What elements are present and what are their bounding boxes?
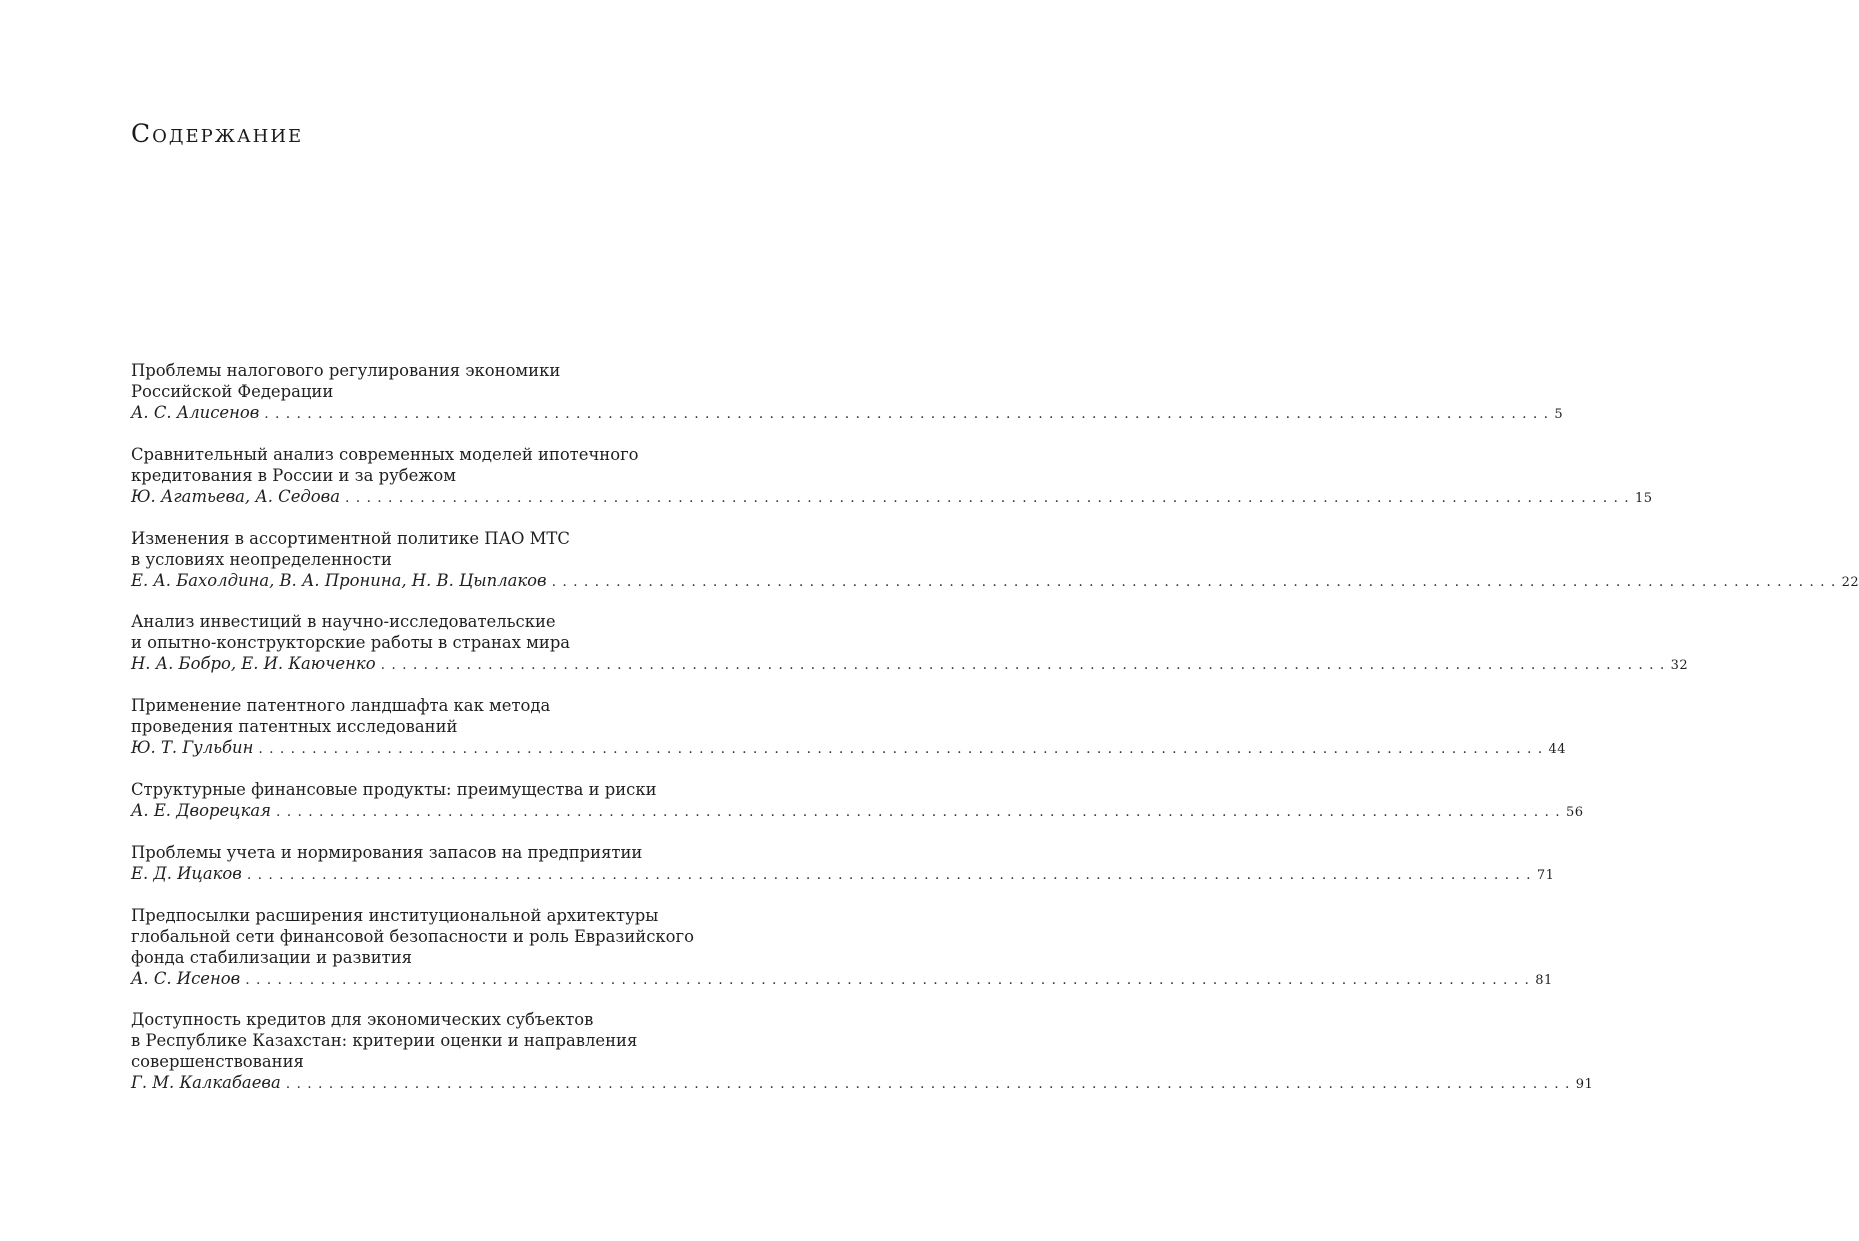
toc-entry[interactable] — [131, 1009, 1594, 1095]
entry-title-line: Применение патентного ландшафта как метода — [131, 696, 551, 715]
dot-leader: ........................................................................................................................ — [245, 972, 1536, 988]
entry-title-line: проведения патентных исследований — [131, 717, 458, 736]
entry-page-number: 91 — [1575, 1077, 1594, 1092]
entry-page-number: 5 — [1554, 407, 1564, 422]
entry-authors: Е. Д. Ицаков — [131, 864, 242, 883]
entry-title-line: в Республике Казахстан: критерии оценки и направления — [131, 1031, 638, 1050]
entry-title-line: Структурные финансовые продукты: преимущества и риски — [131, 780, 657, 799]
entry-author-row — [131, 402, 1564, 425]
entry-authors: Ю. Т. Гульбин — [131, 738, 254, 757]
toc-entry[interactable] — [131, 842, 1555, 886]
entry-author-row — [131, 653, 1689, 676]
toc-entry[interactable] — [131, 779, 1584, 823]
entry-page-number: 44 — [1548, 742, 1566, 757]
entry-title-line: совершенствования — [131, 1052, 304, 1071]
entry-author-row — [131, 486, 1653, 509]
toc-entry[interactable] — [131, 695, 1566, 760]
entry-authors: Е. А. Бахолдина, В. А. Пронина, Н. В. Цыплаков — [131, 571, 547, 590]
entry-page-number: 32 — [1670, 658, 1689, 673]
entry-author-row — [131, 737, 1566, 760]
entry-title-line: в условиях неопределенности — [131, 550, 392, 569]
entry-authors: Ю. Агатьева, А. Седова — [131, 487, 340, 506]
entry-page-number: 56 — [1566, 805, 1584, 820]
dot-leader: ........................................................................................................................ — [258, 741, 1549, 757]
dot-leader: ........................................................................................................................ — [345, 490, 1636, 506]
dot-leader: ........................................................................................................................ — [551, 574, 1842, 590]
dot-leader: ........................................................................................................................ — [276, 804, 1567, 820]
entry-title-line: Предпосылки расширения институциональной архитектуры — [131, 906, 659, 925]
entry-title-line: Доступность кредитов для экономических субъектов — [131, 1010, 594, 1029]
entry-page-number: 15 — [1635, 491, 1653, 506]
toc-entry[interactable] — [131, 444, 1653, 509]
dot-leader: ........................................................................................................................ — [264, 406, 1555, 422]
entry-page-number: 81 — [1535, 973, 1553, 988]
entry-title-line: Проблемы учета и нормирования запасов на предприятии — [131, 843, 643, 862]
entry-authors: Г. М. Калкабаева — [131, 1073, 281, 1092]
toc-entry[interactable] — [131, 905, 1553, 991]
entry-title-line: Анализ инвестиций в научно-исследовательские — [131, 612, 556, 631]
dot-leader: ........................................................................................................................ — [285, 1076, 1576, 1092]
entry-page-number: 22 — [1841, 575, 1859, 590]
entry-authors: А. С. Алисенов — [131, 403, 260, 422]
entry-author-row — [131, 570, 1859, 593]
entry-title-line: Российской Федерации — [131, 382, 334, 401]
entry-title-line: кредитования в России и за рубежом — [131, 466, 456, 485]
page-title: Содержание — [131, 119, 304, 148]
entry-authors: Н. А. Бобро, Е. И. Каюченко — [131, 654, 376, 673]
dot-leader: ........................................................................................................................ — [380, 657, 1671, 673]
entry-title-line: Проблемы налогового регулирования экономики — [131, 361, 561, 380]
entry-page-number: 71 — [1536, 868, 1555, 883]
entry-authors: А. С. Исенов — [131, 969, 241, 988]
entry-author-row — [131, 968, 1553, 991]
toc-entry[interactable] — [131, 611, 1689, 676]
entry-title-line: и опытно-конструкторские работы в странах мира — [131, 633, 571, 652]
entry-title-line: Изменения в ассортиментной политике ПАО МТС — [131, 529, 570, 548]
entry-title-line: глобальной сети финансовой безопасности и роль Евразийского — [131, 927, 694, 946]
entry-author-row — [131, 863, 1555, 886]
entry-title-line: Сравнительный анализ современных моделей ипотечного — [131, 445, 639, 464]
entry-author-row — [131, 1072, 1594, 1095]
dot-leader: ........................................................................................................................ — [246, 867, 1537, 883]
entry-author-row — [131, 800, 1584, 823]
entry-title-line: фонда стабилизации и развития — [131, 948, 412, 967]
entry-authors: А. Е. Дворецкая — [131, 801, 271, 820]
toc-entry[interactable] — [131, 528, 1859, 593]
toc-entry[interactable] — [131, 360, 1564, 425]
